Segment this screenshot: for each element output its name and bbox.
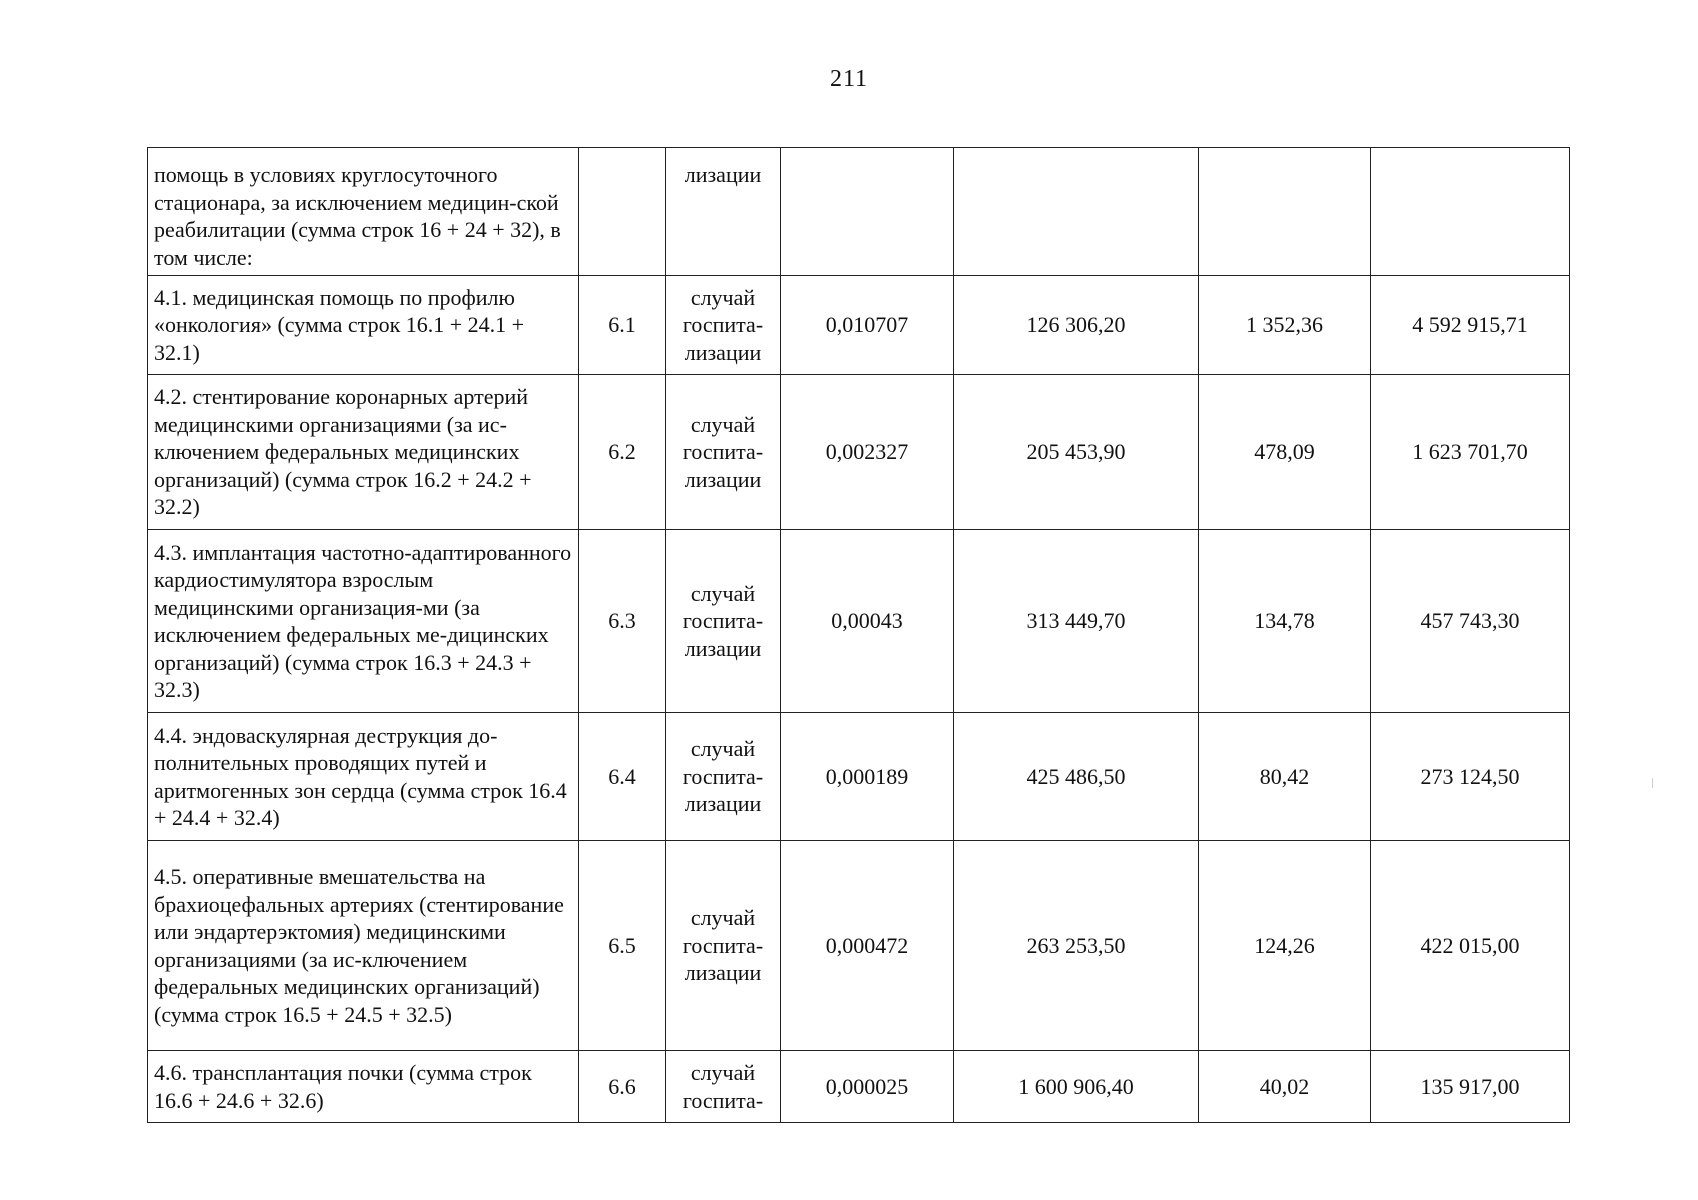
row-value-3: 80,42	[1199, 713, 1371, 841]
row-value-2: 263 253,50	[954, 841, 1199, 1051]
row-name: помощь в условиях круглосуточного стационара, за исключением медицин-ской реабилитации (сумма строк 16 + 24 + 32), в том числе:	[148, 148, 579, 276]
row-value-4: 1 623 701,70	[1371, 375, 1570, 530]
row-code: 6.2	[579, 375, 666, 530]
row-value-1: 0,002327	[781, 375, 954, 530]
row-unit: лизации	[666, 148, 781, 276]
row-value-2: 313 449,70	[954, 530, 1199, 713]
row-code: 6.1	[579, 276, 666, 375]
row-name: 4.6. трансплантация почки (сумма строк 16.6 + 24.6 + 32.6)	[148, 1051, 579, 1123]
row-code: 6.3	[579, 530, 666, 713]
table-row	[148, 530, 1570, 713]
row-name: 4.1. медицинская помощь по профилю «онкология» (сумма строк 16.1 + 24.1 + 32.1)	[148, 276, 579, 375]
row-name: 4.3. имплантация частотно-адаптированного кардиостимулятора взрослым медицинскими организация-ми (за исключением федеральных ме-дицинских организаций) (сумма строк 16.3 + 24.3 + 32.3)	[148, 530, 579, 713]
table-row	[148, 1051, 1570, 1123]
row-value-3: 134,78	[1199, 530, 1371, 713]
row-value-1: 0,000025	[781, 1051, 954, 1123]
row-code	[579, 148, 666, 276]
page-number: 211	[829, 66, 869, 92]
row-value-2: 425 486,50	[954, 713, 1199, 841]
row-value-2	[954, 148, 1199, 276]
table-row	[148, 276, 1570, 375]
row-value-4: 457 743,30	[1371, 530, 1570, 713]
scan-speck	[1652, 778, 1653, 788]
row-unit: случай госпита-лизации	[666, 276, 781, 375]
row-value-4: 422 015,00	[1371, 841, 1570, 1051]
row-value-1: 0,010707	[781, 276, 954, 375]
row-value-3: 478,09	[1199, 375, 1371, 530]
table-row	[148, 841, 1570, 1051]
row-code: 6.4	[579, 713, 666, 841]
row-value-2: 1 600 906,40	[954, 1051, 1199, 1123]
row-unit: случай госпита-лизации	[666, 713, 781, 841]
row-value-3: 124,26	[1199, 841, 1371, 1051]
table-row	[148, 375, 1570, 530]
row-value-2: 126 306,20	[954, 276, 1199, 375]
row-value-1: 0,00043	[781, 530, 954, 713]
row-unit-text: случай госпита-	[682, 1060, 764, 1113]
row-value-4: 135 917,00	[1371, 1051, 1570, 1123]
row-value-4: 273 124,50	[1371, 713, 1570, 841]
row-value-4: 4 592 915,71	[1371, 276, 1570, 375]
row-value-4	[1371, 148, 1570, 276]
row-value-1: 0,000189	[781, 713, 954, 841]
row-name: 4.4. эндоваскулярная деструкция до-полнительных проводящих путей и аритмогенных зон сердца (сумма строк 16.4 + 24.4 + 32.4)	[148, 713, 579, 841]
row-value-3: 1 352,36	[1199, 276, 1371, 375]
row-value-2: 205 453,90	[954, 375, 1199, 530]
data-table	[147, 147, 1570, 1123]
table-row	[148, 148, 1570, 276]
row-value-3: 40,02	[1199, 1051, 1371, 1123]
row-value-1: 0,000472	[781, 841, 954, 1051]
row-unit: случай госпита-лизации	[666, 375, 781, 530]
row-value-1	[781, 148, 954, 276]
row-unit	[666, 1051, 781, 1123]
row-code: 6.5	[579, 841, 666, 1051]
row-value-3	[1199, 148, 1371, 276]
row-unit: случай госпита-лизации	[666, 530, 781, 713]
row-name: 4.2. стентирование коронарных артерий медицинскими организациями (за ис-ключением федеральных медицинских организаций) (сумма строк 16.2 + 24.2 + 32.2)	[148, 375, 579, 530]
row-unit: случай госпита-лизации	[666, 841, 781, 1051]
row-name: 4.5. оперативные вмешательства на брахиоцефальных артериях (стентирование или эндартерэктомия) медицинскими организациями (за ис-ключением федеральных медицинских организаций) (сумма строк 16.5 + 24.5 + 32.5)	[148, 841, 579, 1051]
row-code: 6.6	[579, 1051, 666, 1123]
table-row	[148, 713, 1570, 841]
